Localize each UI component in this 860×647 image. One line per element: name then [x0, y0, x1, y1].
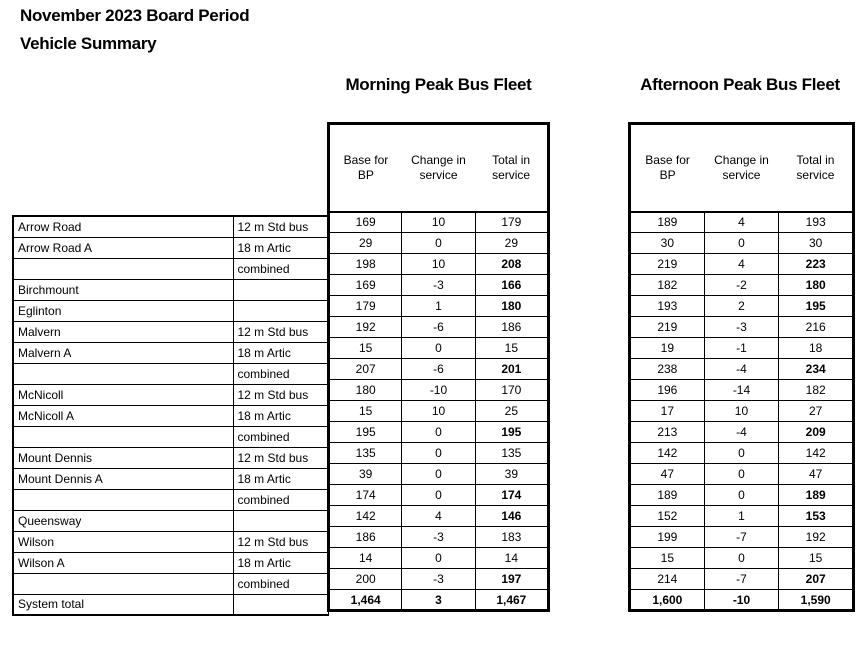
change-value-cell: -1: [704, 338, 779, 359]
division-cell: Eglinton: [13, 300, 233, 321]
total-value-cell: 179: [475, 212, 548, 233]
change-value-cell: 3: [402, 590, 475, 611]
table-row: [329, 548, 549, 569]
afternoon-fleet-table: [628, 122, 855, 612]
change-value-cell: -4: [704, 359, 779, 380]
base-value-cell: 200: [329, 569, 402, 590]
table-row: [329, 485, 549, 506]
division-cell: [13, 489, 233, 510]
base-value-cell: 207: [329, 359, 402, 380]
division-cell: Malvern: [13, 321, 233, 342]
base-value-cell: 152: [630, 506, 705, 527]
afternoon-col-change-in-service: Change in service: [704, 124, 779, 212]
table-row: [13, 300, 328, 321]
total-value-cell: 15: [779, 548, 854, 569]
table-row: [329, 254, 549, 275]
total-value-cell: 182: [779, 380, 854, 401]
table-row: [630, 359, 854, 380]
table-row: [13, 468, 328, 489]
base-value-cell: 135: [329, 443, 402, 464]
division-cell: McNicoll: [13, 384, 233, 405]
table-row: [329, 401, 549, 422]
base-value-cell: 30: [630, 233, 705, 254]
table-row: [630, 380, 854, 401]
division-labels-body: [13, 216, 328, 615]
table-row: [13, 489, 328, 510]
bus-type-cell: combined: [233, 258, 328, 279]
base-value-cell: 214: [630, 569, 705, 590]
table-row: [13, 321, 328, 342]
table-row: [13, 258, 328, 279]
total-value-cell: 197: [475, 569, 548, 590]
change-value-cell: -6: [402, 317, 475, 338]
table-row: [13, 447, 328, 468]
bus-type-cell: 12 m Std bus: [233, 321, 328, 342]
table-row: [630, 464, 854, 485]
division-labels-table: [12, 215, 329, 616]
table-row: [13, 279, 328, 300]
table-row: [630, 590, 854, 611]
morning-fleet-table: [327, 122, 550, 612]
table-row: [329, 527, 549, 548]
change-value-cell: 4: [402, 506, 475, 527]
division-cell: Mount Dennis: [13, 447, 233, 468]
table-row: [630, 233, 854, 254]
total-value-cell: 142: [779, 443, 854, 464]
base-value-cell: 180: [329, 380, 402, 401]
table-row: [13, 237, 328, 258]
division-cell: [13, 573, 233, 594]
change-value-cell: -3: [402, 569, 475, 590]
total-value-cell: 153: [779, 506, 854, 527]
table-row: [13, 216, 328, 237]
afternoon-fleet-heading: Afternoon Peak Bus Fleet: [640, 75, 840, 94]
morning-fleet-body: [329, 212, 549, 611]
page-title: [20, 2, 249, 58]
page-title-line1: November 2023 Board Period: [20, 6, 250, 25]
change-value-cell: 0: [402, 233, 475, 254]
afternoon-col-base-for-bp: Base for BP: [630, 124, 705, 212]
division-cell: Wilson: [13, 531, 233, 552]
change-value-cell: 1: [704, 506, 779, 527]
table-row: [630, 548, 854, 569]
base-value-cell: 189: [630, 212, 705, 233]
total-value-cell: 170: [475, 380, 548, 401]
change-value-cell: -3: [402, 275, 475, 296]
base-value-cell: 14: [329, 548, 402, 569]
morning-col-total-in-service: Total in service: [475, 124, 548, 212]
table-row: [630, 569, 854, 590]
bus-type-cell: [233, 510, 328, 531]
bus-type-cell: combined: [233, 363, 328, 384]
total-value-cell: 135: [475, 443, 548, 464]
table-row: [630, 506, 854, 527]
total-value-cell: 193: [779, 212, 854, 233]
total-value-cell: 183: [475, 527, 548, 548]
division-cell: McNicoll A: [13, 405, 233, 426]
table-row: [329, 296, 549, 317]
base-value-cell: 169: [329, 212, 402, 233]
afternoon-fleet-header: [630, 124, 854, 212]
base-value-cell: 189: [630, 485, 705, 506]
bus-type-cell: 18 m Artic: [233, 405, 328, 426]
total-value-cell: 189: [779, 485, 854, 506]
change-value-cell: 1: [402, 296, 475, 317]
base-value-cell: 179: [329, 296, 402, 317]
change-value-cell: -2: [704, 275, 779, 296]
change-value-cell: 10: [402, 254, 475, 275]
division-cell: Birchmount: [13, 279, 233, 300]
base-value-cell: 198: [329, 254, 402, 275]
table-row: [13, 594, 328, 615]
total-value-cell: 146: [475, 506, 548, 527]
base-value-cell: 182: [630, 275, 705, 296]
change-value-cell: 0: [402, 548, 475, 569]
change-value-cell: 0: [402, 464, 475, 485]
table-row: [329, 359, 549, 380]
change-value-cell: 10: [704, 401, 779, 422]
table-row: [329, 233, 549, 254]
division-cell: Queensway: [13, 510, 233, 531]
change-value-cell: -10: [402, 380, 475, 401]
base-value-cell: 186: [329, 527, 402, 548]
morning-col-change-in-service: Change in service: [402, 124, 475, 212]
change-value-cell: 0: [704, 548, 779, 569]
base-value-cell: 1,600: [630, 590, 705, 611]
base-value-cell: 199: [630, 527, 705, 548]
table-row: [329, 212, 549, 233]
division-cell: [13, 426, 233, 447]
table-row: [13, 426, 328, 447]
bus-type-cell: 18 m Artic: [233, 468, 328, 489]
change-value-cell: 0: [402, 422, 475, 443]
total-value-cell: 192: [779, 527, 854, 548]
change-value-cell: 10: [402, 212, 475, 233]
base-value-cell: 17: [630, 401, 705, 422]
table-row: [630, 275, 854, 296]
division-cell: System total: [13, 594, 233, 615]
table-row: [630, 401, 854, 422]
bus-type-cell: 12 m Std bus: [233, 531, 328, 552]
base-value-cell: 193: [630, 296, 705, 317]
header-row: [329, 124, 549, 212]
table-row: [13, 573, 328, 594]
table-row: [329, 338, 549, 359]
table-row: [13, 384, 328, 405]
table-row: [630, 485, 854, 506]
table-row: [329, 317, 549, 338]
total-value-cell: 223: [779, 254, 854, 275]
division-cell: [13, 258, 233, 279]
total-value-cell: 180: [779, 275, 854, 296]
table-row: [13, 531, 328, 552]
change-value-cell: 0: [402, 485, 475, 506]
total-value-cell: 39: [475, 464, 548, 485]
division-cell: Malvern A: [13, 342, 233, 363]
change-value-cell: 0: [704, 464, 779, 485]
table-row: [329, 380, 549, 401]
base-value-cell: 47: [630, 464, 705, 485]
base-value-cell: 1,464: [329, 590, 402, 611]
table-row: [329, 443, 549, 464]
table-row: [630, 338, 854, 359]
table-row: [329, 506, 549, 527]
total-value-cell: 1,590: [779, 590, 854, 611]
table-row: [329, 569, 549, 590]
table-row: [630, 443, 854, 464]
base-value-cell: 29: [329, 233, 402, 254]
total-value-cell: 201: [475, 359, 548, 380]
bus-type-cell: 12 m Std bus: [233, 216, 328, 237]
division-cell: Arrow Road: [13, 216, 233, 237]
base-value-cell: 19: [630, 338, 705, 359]
table-row: [13, 552, 328, 573]
total-value-cell: 18: [779, 338, 854, 359]
change-value-cell: 0: [402, 338, 475, 359]
bus-type-cell: [233, 279, 328, 300]
change-value-cell: 4: [704, 212, 779, 233]
table-row: [630, 296, 854, 317]
bus-type-cell: combined: [233, 489, 328, 510]
change-value-cell: 0: [704, 233, 779, 254]
table-row: [13, 363, 328, 384]
total-value-cell: 174: [475, 485, 548, 506]
total-value-cell: 15: [475, 338, 548, 359]
change-value-cell: -7: [704, 527, 779, 548]
table-row: [329, 590, 549, 611]
change-value-cell: -14: [704, 380, 779, 401]
header-row: [630, 124, 854, 212]
base-value-cell: 192: [329, 317, 402, 338]
total-value-cell: 207: [779, 569, 854, 590]
base-value-cell: 169: [329, 275, 402, 296]
bus-type-cell: 18 m Artic: [233, 237, 328, 258]
morning-fleet-header: [329, 124, 549, 212]
bus-type-cell: combined: [233, 426, 328, 447]
division-cell: Arrow Road A: [13, 237, 233, 258]
base-value-cell: 174: [329, 485, 402, 506]
change-value-cell: -3: [402, 527, 475, 548]
page-title-line2: Vehicle Summary: [20, 34, 157, 53]
change-value-cell: 2: [704, 296, 779, 317]
afternoon-col-total-in-service: Total in service: [779, 124, 854, 212]
total-value-cell: 29: [475, 233, 548, 254]
table-row: [329, 275, 549, 296]
base-value-cell: 15: [630, 548, 705, 569]
total-value-cell: 216: [779, 317, 854, 338]
total-value-cell: 47: [779, 464, 854, 485]
table-row: [329, 422, 549, 443]
table-row: [630, 254, 854, 275]
bus-type-cell: [233, 594, 328, 615]
total-value-cell: 25: [475, 401, 548, 422]
base-value-cell: 219: [630, 254, 705, 275]
division-cell: Wilson A: [13, 552, 233, 573]
base-value-cell: 39: [329, 464, 402, 485]
total-value-cell: 209: [779, 422, 854, 443]
bus-type-cell: 12 m Std bus: [233, 447, 328, 468]
change-value-cell: 4: [704, 254, 779, 275]
afternoon-fleet-body: [630, 212, 854, 611]
table-row: [13, 510, 328, 531]
division-cell: Mount Dennis A: [13, 468, 233, 489]
change-value-cell: 0: [704, 485, 779, 506]
base-value-cell: 15: [329, 338, 402, 359]
total-value-cell: 234: [779, 359, 854, 380]
bus-type-cell: 18 m Artic: [233, 342, 328, 363]
change-value-cell: 0: [402, 443, 475, 464]
morning-fleet-heading: Morning Peak Bus Fleet: [345, 75, 532, 94]
total-value-cell: 208: [475, 254, 548, 275]
bus-type-cell: combined: [233, 573, 328, 594]
total-value-cell: 14: [475, 548, 548, 569]
change-value-cell: -10: [704, 590, 779, 611]
base-value-cell: 238: [630, 359, 705, 380]
total-value-cell: 186: [475, 317, 548, 338]
table-row: [13, 405, 328, 426]
division-cell: [13, 363, 233, 384]
table-row: [630, 527, 854, 548]
total-value-cell: 195: [475, 422, 548, 443]
total-value-cell: 180: [475, 296, 548, 317]
total-value-cell: 1,467: [475, 590, 548, 611]
base-value-cell: 213: [630, 422, 705, 443]
table-row: [329, 464, 549, 485]
change-value-cell: 10: [402, 401, 475, 422]
bus-type-cell: [233, 300, 328, 321]
base-value-cell: 142: [329, 506, 402, 527]
total-value-cell: 166: [475, 275, 548, 296]
change-value-cell: -3: [704, 317, 779, 338]
morning-col-base-for-bp: Base for BP: [329, 124, 402, 212]
total-value-cell: 27: [779, 401, 854, 422]
bus-type-cell: 12 m Std bus: [233, 384, 328, 405]
table-row: [630, 422, 854, 443]
total-value-cell: 195: [779, 296, 854, 317]
base-value-cell: 196: [630, 380, 705, 401]
base-value-cell: 219: [630, 317, 705, 338]
table-row: [630, 317, 854, 338]
change-value-cell: 0: [704, 443, 779, 464]
base-value-cell: 15: [329, 401, 402, 422]
change-value-cell: -7: [704, 569, 779, 590]
base-value-cell: 142: [630, 443, 705, 464]
total-value-cell: 30: [779, 233, 854, 254]
table-row: [630, 212, 854, 233]
change-value-cell: -4: [704, 422, 779, 443]
base-value-cell: 195: [329, 422, 402, 443]
bus-type-cell: 18 m Artic: [233, 552, 328, 573]
change-value-cell: -6: [402, 359, 475, 380]
table-row: [13, 342, 328, 363]
